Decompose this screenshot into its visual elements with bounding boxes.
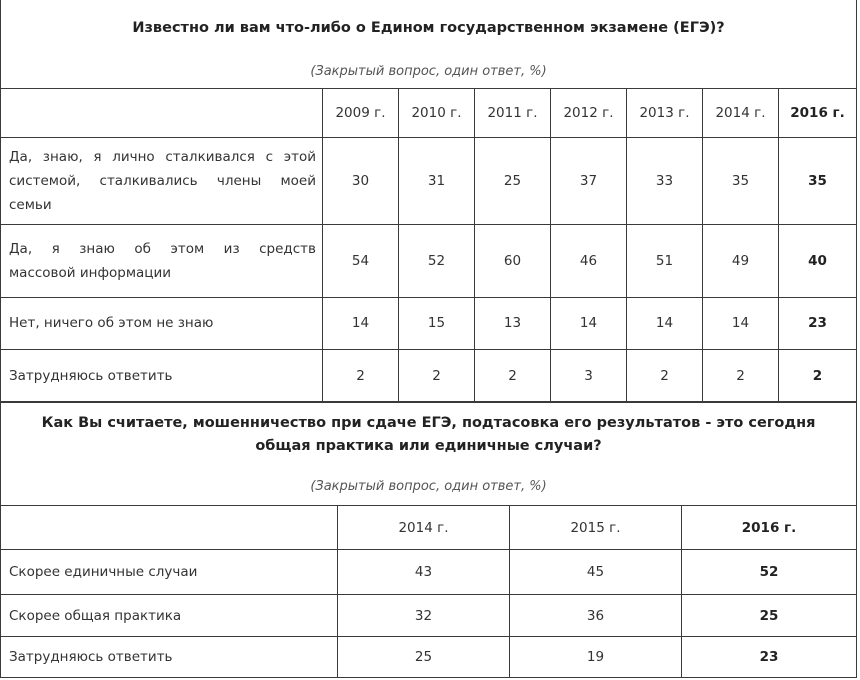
header-empty xyxy=(1,506,338,550)
year-header: 2010 г. xyxy=(399,88,475,137)
table-row xyxy=(1,137,857,224)
cell-value: 60 xyxy=(475,224,551,297)
table-title xyxy=(1,402,857,468)
row-label: Затрудняюсь ответить xyxy=(1,637,338,678)
row-label: Скорее единичные случаи xyxy=(1,550,338,595)
cell-value: 35 xyxy=(703,137,779,224)
cell-value: 2 xyxy=(399,349,475,402)
cell-value: 25 xyxy=(338,637,510,678)
header-empty xyxy=(1,88,323,137)
cell-value: 52 xyxy=(399,224,475,297)
cell-value-current: 35 xyxy=(779,137,857,224)
cell-value: 36 xyxy=(510,595,682,637)
fraud-perception-table xyxy=(0,401,857,678)
cell-value: 13 xyxy=(475,297,551,349)
cell-value: 19 xyxy=(510,637,682,678)
cell-value-current: 25 xyxy=(682,595,857,637)
cell-value: 37 xyxy=(551,137,627,224)
row-label xyxy=(1,224,323,297)
year-header: 2015 г. xyxy=(510,506,682,550)
year-header: 2014 г. xyxy=(703,88,779,137)
cell-value: 31 xyxy=(399,137,475,224)
row-label: Затрудняюсь ответить xyxy=(1,349,323,402)
cell-value: 25 xyxy=(475,137,551,224)
cell-value: 33 xyxy=(627,137,703,224)
table-note: (Закрытый вопрос, один ответ, %) xyxy=(1,468,857,506)
cell-value: 14 xyxy=(703,297,779,349)
survey-table-2 xyxy=(0,401,856,678)
table-row xyxy=(1,349,857,402)
table-title: Известно ли вам что-либо о Едином государственном экзамене (ЕГЭ)? xyxy=(1,0,857,56)
row-label: Скорее общая практика xyxy=(1,595,338,637)
cell-value-current: 23 xyxy=(682,637,857,678)
cell-value: 49 xyxy=(703,224,779,297)
cell-value: 54 xyxy=(323,224,399,297)
cell-value-current: 40 xyxy=(779,224,857,297)
table-title-line: Как Вы считаете, мошенничество при сдаче ЕГЭ, подтасовка его результатов - это сегодня xyxy=(41,414,816,431)
table-row xyxy=(1,637,857,678)
cell-value: 14 xyxy=(627,297,703,349)
table-row xyxy=(1,550,857,595)
year-header-current: 2016 г. xyxy=(682,506,857,550)
cell-value: 2 xyxy=(323,349,399,402)
table-row xyxy=(1,224,857,297)
cell-value: 45 xyxy=(510,550,682,595)
year-header-current: 2016 г. xyxy=(779,88,857,137)
row-label-line: Да, я знаю об этом из средств xyxy=(9,240,316,257)
year-header: 2012 г. xyxy=(551,88,627,137)
table-row xyxy=(1,297,857,349)
table-note: (Закрытый вопрос, один ответ, %) xyxy=(1,56,857,88)
cell-value: 2 xyxy=(703,349,779,402)
year-header: 2009 г. xyxy=(323,88,399,137)
cell-value: 43 xyxy=(338,550,510,595)
row-label xyxy=(1,137,323,224)
year-header: 2011 г. xyxy=(475,88,551,137)
cell-value: 3 xyxy=(551,349,627,402)
row-label-line: семьи xyxy=(9,196,52,213)
row-label-line: системой, сталкивались члены моей xyxy=(9,172,316,189)
year-header: 2014 г. xyxy=(338,506,510,550)
year-header: 2013 г. xyxy=(627,88,703,137)
cell-value: 30 xyxy=(323,137,399,224)
row-label-line: Да, знаю, я лично сталкивался с этой xyxy=(9,148,316,165)
row-label-line: массовой информации xyxy=(9,264,172,281)
cell-value: 51 xyxy=(627,224,703,297)
cell-value-current: 52 xyxy=(682,550,857,595)
cell-value: 14 xyxy=(551,297,627,349)
cell-value-current: 23 xyxy=(779,297,857,349)
table-title-line: общая практика или единичные случаи? xyxy=(255,437,602,454)
cell-value: 14 xyxy=(323,297,399,349)
cell-value-current: 2 xyxy=(779,349,857,402)
cell-value: 2 xyxy=(475,349,551,402)
cell-value: 15 xyxy=(399,297,475,349)
table-row xyxy=(1,595,857,637)
cell-value: 46 xyxy=(551,224,627,297)
row-label: Нет, ничего об этом не знаю xyxy=(1,297,323,349)
cell-value: 32 xyxy=(338,595,510,637)
cell-value: 2 xyxy=(627,349,703,402)
